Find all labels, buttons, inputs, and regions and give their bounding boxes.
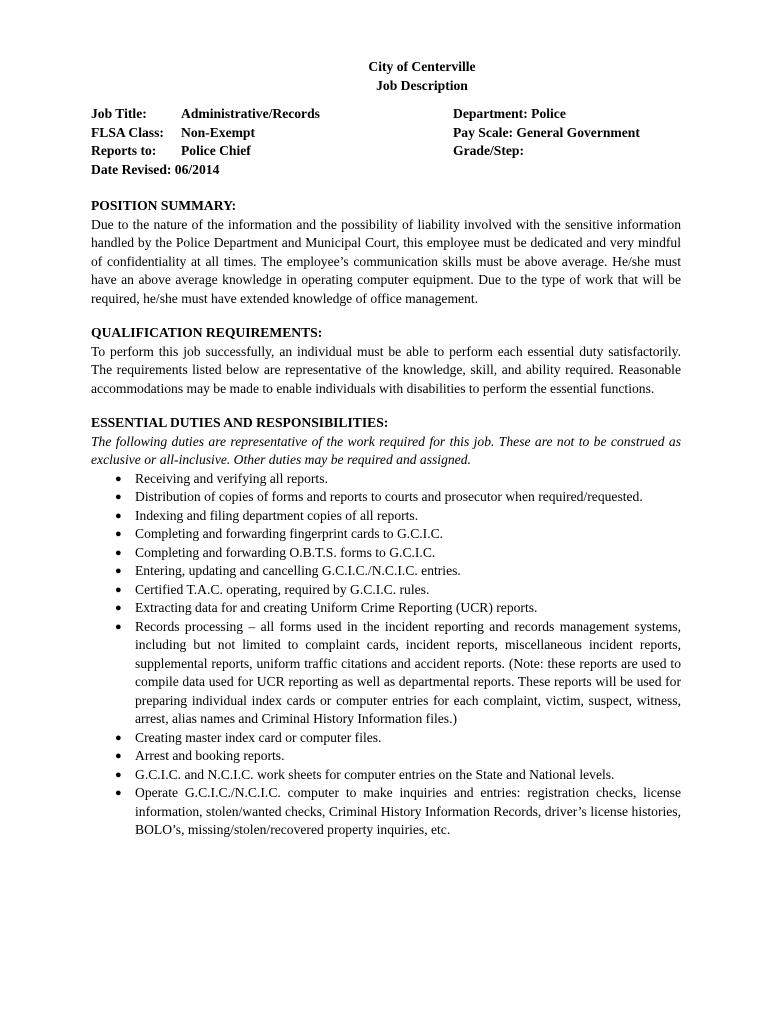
list-item: ● Indexing and filing department copies of all reports. (135, 507, 681, 526)
bullet-icon: ● (115, 528, 122, 540)
job-info-block (91, 105, 681, 179)
list-item: ● Extracting data for and creating Uniform Crime Reporting (UCR) reports. (135, 599, 681, 618)
qualifications-section (91, 324, 681, 398)
position-summary-text: Due to the nature of the information and the possibility of liability involved with the sensitive information handled by the Police Department and Municipal Court, this employee must be dedicated and very mindful of confidentiality at all times. The employee’s communication skills must be above average. He/she must have an above average knowledge in operating computer equipment. Due to the type of work that will be required, he/she must have extended knowledge of office management. (91, 216, 681, 306)
bullet-icon: ● (115, 602, 122, 614)
bullet-icon: ● (115, 509, 122, 522)
list-item: ● Arrest and booking reports. (135, 747, 681, 766)
bullet-icon: ● (115, 583, 122, 596)
job-info-left (91, 105, 320, 179)
qualifications-heading: QUALIFICATION REQUIREMENTS: (91, 325, 323, 340)
department: Department: Police (453, 106, 566, 121)
list-item: ● Entering, updating and cancelling G.C.I.C./N.C.I.C. entries. (135, 562, 681, 581)
duties-section (91, 414, 681, 840)
duties-intro: The following duties are representative of the work required for this job. These are not to be construed as exclusive or all-inclusive. Other duties may be required and assigned. (91, 433, 681, 467)
list-item: ● Certified T.A.C. operating, required by G.C.I.C. rules. (135, 581, 681, 600)
document-page (91, 58, 681, 840)
date-revised: Date Revised: 06/2014 (91, 161, 220, 177)
bullet-icon: ● (115, 750, 122, 762)
bullet-icon: ● (115, 491, 122, 503)
document-title (91, 58, 681, 95)
list-item: ● G.C.I.C. and N.C.I.C. work sheets for computer entries on the State and National levels. (135, 766, 681, 785)
list-item: ● Operate G.C.I.C./N.C.I.C. computer to make inquiries and entries: registration checks, license information, stolen/wanted checks, Criminal History Information Records, driver’s license histories, BOLO’s, missing/stolen/recovered property inquiries, etc. (115, 785, 681, 837)
bullet-icon: ● (115, 472, 122, 485)
doc-type: Job Description (376, 77, 468, 93)
org-name: City of Centerville (368, 59, 476, 74)
flsa-value: Non-Exempt (181, 124, 256, 140)
list-item: ● Completing and forwarding O.B.T.S. forms to G.C.I.C. (135, 544, 681, 563)
bullet-icon: ● (115, 546, 122, 559)
bullet-icon: ● (115, 620, 122, 633)
job-title-label: Job Title: (91, 106, 147, 121)
job-title-value: Administrative/Records (181, 106, 320, 121)
list-item: ● Records processing – all forms used in the incident reporting and records management systems, including but not limited to complaint cards, incident reports, miscellaneous incident reports, supplemental reports, uniform traffic citations and accident reports. (Note: these reports are used to compile data used for UCR reporting as well as departmental reports. These reports will be used for preparing individual index cards or computer entries for each complaint, victim, suspect, witness, arrest, alias names and Criminal History Information files.) (115, 618, 681, 726)
reports-label: Reports to: (91, 143, 157, 158)
list-item: ● Creating master index card or computer files. (135, 729, 681, 748)
reports-value: Police Chief (181, 143, 251, 158)
bullet-icon: ● (115, 768, 122, 781)
position-summary-section (91, 197, 681, 308)
bullet-icon: ● (115, 565, 122, 577)
grade-step: Grade/Step: (453, 143, 524, 158)
pay-scale: Pay Scale: General Government (453, 124, 640, 140)
reports-row (91, 142, 320, 161)
list-item: ● Completing and forwarding fingerprint cards to G.C.I.C. (135, 525, 681, 544)
bullet-icon: ● (115, 787, 122, 799)
qualifications-text: To perform this job successfully, an individual must be able to perform each essential duty satisfactorily. The requirements listed below are representative of the knowledge, skill, and ability required. Reasonable accommodations may be made to enable individuals with disabilities to perform the essential functions. (91, 343, 681, 396)
flsa-label: FLSA Class: (91, 124, 164, 140)
position-summary-heading: POSITION SUMMARY: (91, 198, 237, 213)
bullet-icon: ● (115, 731, 122, 744)
job-title-row (91, 105, 320, 124)
job-info-right (453, 105, 640, 161)
list-item: ● Receiving and verifying all reports. (135, 470, 681, 489)
duties-heading: ESSENTIAL DUTIES AND RESPONSIBILITIES: (91, 415, 389, 430)
list-item: ● Distribution of copies of forms and reports to courts and prosecutor when required/requested. (135, 488, 681, 507)
duties-list (91, 470, 681, 840)
flsa-row (91, 124, 320, 143)
